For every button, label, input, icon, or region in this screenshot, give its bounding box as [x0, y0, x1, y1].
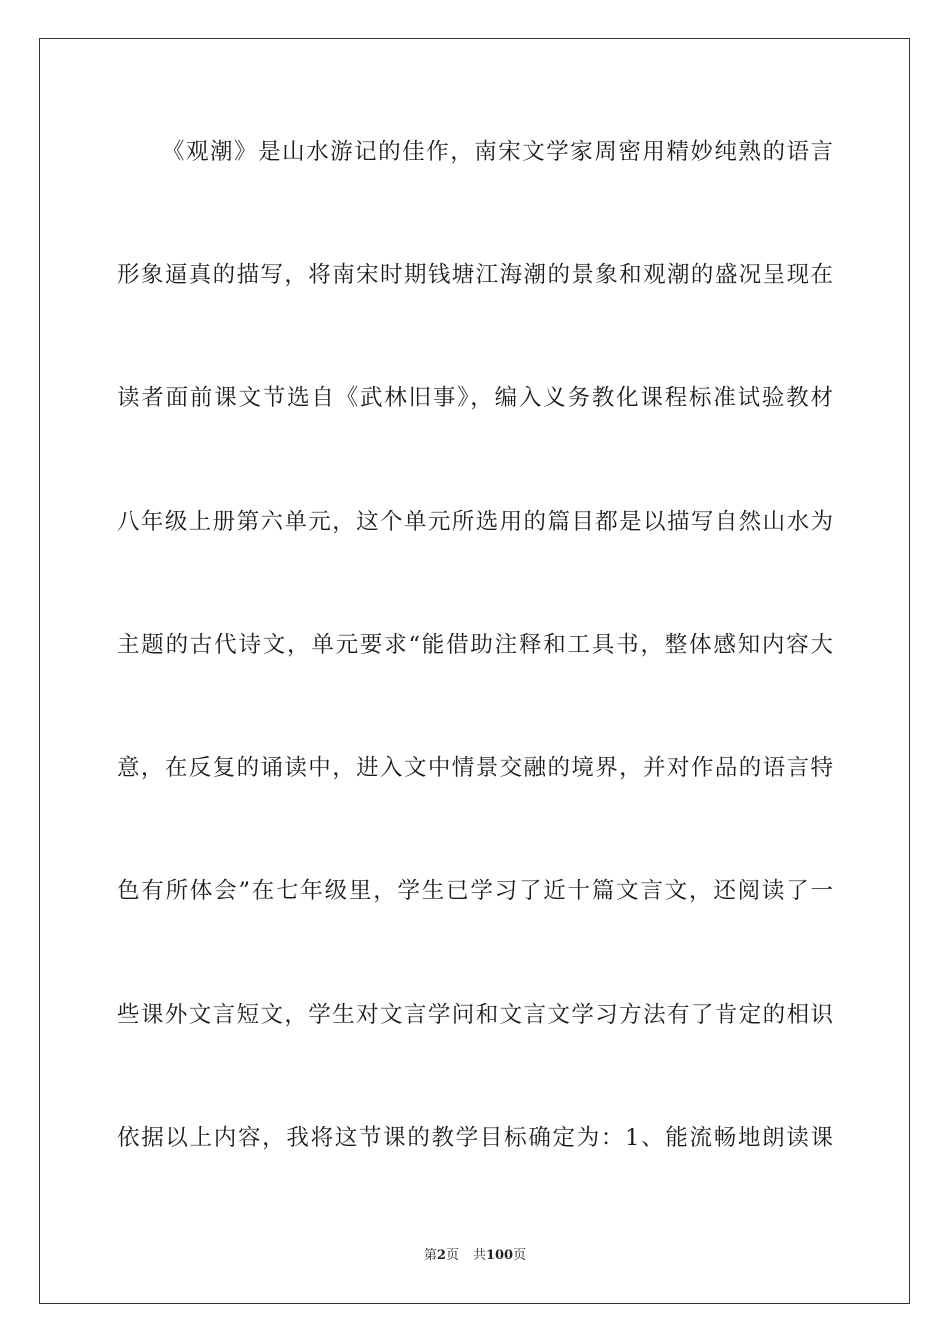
text-line-9: 依据以上内容，我将这节课的教学目标确定为：1、能流畅地朗读课 [117, 1125, 833, 1151]
total-page-count: 100 [485, 1248, 514, 1263]
text-line-5: 主题的古代诗文，单元要求“能借助注释和工具书，整体感知内容大 [117, 632, 833, 658]
page-indicator: 第2页 [423, 1248, 459, 1263]
page-border [39, 38, 910, 1304]
current-page-number: 2 [436, 1248, 446, 1263]
text-line-4: 八年级上册第六单元，这个单元所选用的篇目都是以描写自然山水为 [117, 509, 833, 535]
total-pages-indicator: 共100页 [472, 1248, 527, 1263]
text-line-7: 色有所体会”在七年级里，学生已学习了近十篇文言文，还阅读了一 [117, 878, 833, 904]
text-line-2: 形象逼真的描写，将南宋时期钱塘江海潮的景象和观潮的盛况呈现在 [117, 262, 833, 288]
text-line-3: 读者面前课文节选自《武林旧事》，编入义务教化课程标准试验教材 [117, 385, 833, 411]
page-footer [0, 1247, 950, 1265]
text-line-6: 意，在反复的诵读中，进入文中情景交融的境界，并对作品的语言特 [117, 755, 833, 781]
text-line-8: 些课外文言短文，学生对文言学问和文言文学习方法有了肯定的相识 [117, 1002, 833, 1028]
text-line-1: 《观潮》是山水游记的佳作，南宋文学家周密用精妙纯熟的语言 [162, 139, 833, 165]
